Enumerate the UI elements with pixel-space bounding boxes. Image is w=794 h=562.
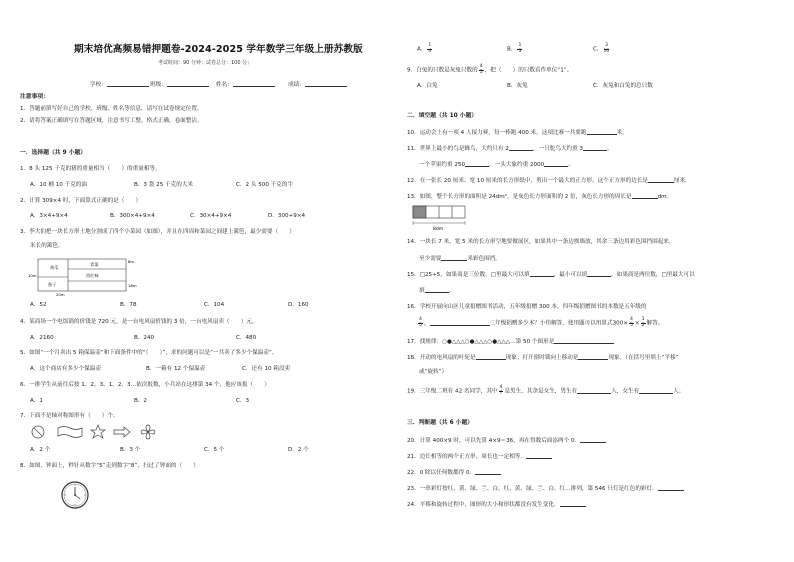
option[interactable]: C．30×4+9×4 — [190, 213, 232, 219]
answer-blank[interactable] — [430, 320, 490, 326]
option[interactable]: B．灰兔 — [507, 83, 528, 89]
page-title: 期末培优高频易错押题卷-2024-2025 学年数学三年级上册苏教版 — [74, 44, 363, 55]
option[interactable]: A．52 — [30, 302, 47, 308]
no-entry-icon — [32, 426, 44, 438]
option[interactable]: A．10 桶 10 千克的油 — [30, 182, 87, 188]
answer-blank[interactable] — [639, 388, 673, 394]
field-name[interactable]: 姓名： — [216, 81, 275, 89]
option[interactable]: A．2 个 — [30, 447, 51, 453]
answer-blank[interactable] — [587, 271, 611, 277]
answer-blank[interactable] — [425, 287, 449, 293]
option[interactable]: C．480 — [236, 335, 257, 341]
answer-blank[interactable] — [583, 145, 607, 151]
option[interactable]: C． $\frac{3}{10}$ — [593, 43, 610, 54]
question-stem: 4．某商场一个电饭锅的价钱是 720 元，是一台电风扇价钱的 3 倍，一台电风扇卖（ ）元。 — [20, 319, 258, 325]
option[interactable]: B． $\frac{1}{3}$ — [507, 43, 522, 54]
pinwheel-icon — [141, 425, 155, 439]
answer-blank[interactable] — [530, 271, 554, 277]
dimension-label: 20m — [56, 292, 65, 297]
notice-heading: 注意事项： — [20, 94, 49, 100]
question-stem: 8．如图，钟面上，秒针从数字“5”走到数字“8”，扫过了钟面的（ ） — [20, 463, 199, 469]
plot-label: 青菜 — [90, 262, 99, 267]
question-stem-cont: 一个苹果约重 250 ，一头大象约重 2000 。 — [419, 162, 574, 168]
question-stem: 22．0 除以任何数都得 0． — [407, 469, 501, 477]
star-icon — [91, 425, 105, 438]
question-stem: 15．□25÷5，如果商是三位数，□里最大可以填 ，最小可以填 。如果商是两位数，□里最大可以 — [407, 272, 695, 278]
garden-figure — [28, 255, 138, 297]
option[interactable]: C．还有 10 箱没卖 — [242, 366, 291, 372]
arrow-icon — [114, 427, 130, 437]
answer-blank[interactable] — [475, 469, 501, 475]
option[interactable]: C．5 个 — [204, 447, 225, 453]
dimension-label: 10m — [28, 273, 37, 278]
option[interactable]: C．2 头 500 千克的牛 — [236, 182, 294, 188]
question-stem: 6．一排学生从前往后按 1、2、3、1、2、3…依次报数，小兵站在这排第 34 个，他应该报（ ） — [20, 382, 270, 388]
question-stem: 19．三年级二班有 42 名同学，其中 $\frac{4}{7}$ 是男生，其余是女生，男生有 人，女生有 人。 — [407, 385, 685, 396]
question-stem: 2．计算 309×4 时，下面算式正确的是（ ） — [20, 198, 142, 204]
option[interactable]: A．这个商店有多少个保温壶 — [30, 366, 101, 372]
question-stem: 14．一块长 7 米，宽 5 米的长方形空地要做展区，如果其中一条边挨墙放，其余三条边用彩色围挡围起来， — [407, 239, 675, 245]
question-stem: 20．计算 400×9 时，可以先算 4×9＝36，再在得数后面添两个 0． — [407, 437, 606, 445]
field-school[interactable]: 学校： — [90, 81, 149, 89]
question-stem-cont: 填 。 — [419, 288, 455, 294]
answer-blank[interactable] — [544, 161, 568, 167]
option[interactable]: B．3 袋 25 千克的大米 — [134, 182, 194, 188]
answer-blank[interactable] — [658, 485, 684, 491]
answer-blank[interactable] — [441, 255, 467, 261]
option[interactable]: D．160 — [288, 302, 309, 308]
plot-label: 西红柿 — [86, 273, 99, 278]
answer-blank[interactable] — [476, 354, 506, 360]
option[interactable]: B．3 个 — [120, 447, 141, 453]
question-stem: 5．如图“一个月卖出 5 箱保温壶”和下面条件中的“（ ）”，求的问题可以是“一共卖了多少个保温壶”。 — [20, 350, 278, 356]
option[interactable]: B．2 — [134, 398, 147, 404]
section-heading: 一．选择题（共 9 小题） — [20, 150, 87, 156]
answer-blank[interactable] — [509, 145, 533, 151]
question-stem: 21．边长相等的两个正方形，周长也一定相等． — [407, 453, 552, 461]
field-class[interactable]: 班级： — [150, 81, 209, 89]
option[interactable]: D．2 个 — [288, 447, 309, 453]
answer-blank[interactable] — [578, 354, 608, 360]
symmetry-shapes — [30, 424, 180, 440]
question-stem: 17．找规律：○●△△△○●△△△○●△△△…第 50 个图形是 — [407, 338, 614, 346]
answer-blank[interactable] — [554, 338, 614, 344]
question-stem-cont: 米长的篱笆。 — [30, 243, 64, 249]
answer-blank[interactable] — [587, 129, 617, 135]
answer-blank[interactable] — [577, 388, 611, 394]
answer-blank[interactable] — [560, 501, 586, 507]
option[interactable]: A．1 — [30, 398, 43, 404]
section-heading: 二．填空题（共 10 小题） — [407, 113, 478, 119]
question-stem: 16．学校开展向山区儿童捐赠图书活动，五年级捐赠 300 本，四年级捐赠图书的本数是五年级的 — [407, 304, 647, 310]
rectangle-figure — [411, 204, 471, 230]
dimension-label: 8dm — [433, 227, 444, 232]
plot-label: 茄子 — [48, 282, 57, 287]
option[interactable]: C．灰兔和白兔的总只数 — [593, 83, 653, 89]
question-stem-cont: $\frac{4}{5}$ ， 三年级捐赠多少本？小伟解答，使用题可以用算式300× $\frac{4}{5}$ × $\frac{1}{2}$ 解答。 — [419, 317, 664, 328]
option[interactable]: B．一箱有 12 个保温壶 — [146, 366, 206, 372]
dimension-label: 8m — [128, 259, 135, 264]
answer-blank[interactable] — [465, 161, 489, 167]
answer-blank[interactable] — [648, 177, 674, 183]
plot-label: 黄瓜 — [50, 265, 59, 270]
question-stem-cont: 至少需要 米彩色围挡。 — [419, 256, 501, 262]
wave-flag-icon — [58, 427, 82, 438]
section-heading: 三．判断题（共 6 小题） — [407, 420, 474, 426]
option[interactable]: A．3×4+9×4 — [30, 213, 68, 219]
question-stem: 18．开动的电风扇的叶轮是 现象；打开窗时锁向上移动是 现象。（在括号里填上“平移” — [407, 355, 679, 361]
question-stem: 23．一串彩灯按红、黄、绿、兰、白、红、黄、绿、兰、白、红…排列，第 546 只灯是红色的彩灯． — [407, 485, 684, 493]
field-score[interactable]: 成绩： — [288, 81, 347, 89]
question-stem: 7．下面不是轴对称图形有（ ）个。 — [20, 413, 119, 419]
answer-blank[interactable] — [632, 193, 658, 199]
option[interactable]: A．2160 — [30, 335, 54, 341]
question-stem: 1．8 头 125 千克的猪的重量相当（ ）的重量相等。 — [20, 166, 161, 172]
question-stem: 13．如图，整个长方形的面积是 24dm²，是灰色长方形面积的 2 倍，灰色长方形的周长是 dm。 — [407, 194, 673, 200]
question-stem: 24．平移和旋转过程中，图形的大小和形状都没有发生变化． — [407, 501, 586, 509]
option[interactable]: A．白兔 — [417, 83, 438, 89]
option[interactable]: C．104 — [204, 302, 225, 308]
question-stem: 3．李大伯把一块长方形土地分割成了四个小菜园（如图），并且在四周和菜园之间建上篱笆，最少需要（ ） — [20, 229, 295, 235]
clock-icon — [60, 478, 90, 512]
option[interactable]: C．3 — [236, 398, 250, 404]
option[interactable]: D．300+9×4 — [268, 213, 306, 219]
dimension-label: 18m — [128, 283, 137, 288]
option[interactable]: B．300×4+9×4 — [110, 213, 155, 219]
right-column — [397, 0, 794, 562]
option[interactable]: B．240 — [134, 335, 155, 341]
answer-blank[interactable] — [580, 437, 606, 443]
question-stem: 10．运动会上有一项 4 人接力赛，每一棒跑 400 米，这项比赛一共要跑 米。 — [407, 130, 628, 136]
question-stem: 9．白兔的只数是灰兔只数的 $\frac{4}{5}$ ，把（ ）的只数看作单位“1”。 — [407, 64, 573, 75]
option[interactable]: A． $\frac{1}{4}$ — [417, 43, 432, 54]
notice-item: 1．答题前填写好自己的学校、班级、姓名等信息，请写在试卷规定位置。 — [20, 106, 203, 112]
exam-info: 考试时间：90 分钟；试卷总分：100 分； — [158, 60, 253, 66]
question-stem: 12．在一张长 20 厘米、宽 10 厘米的长方形纸中，剪出一个最大的正方形，这个正方形的边长是 厘米。 — [407, 178, 691, 184]
question-stem: 11．世界上最小的鸟是蜂鸟，大约只有 2 ，一只鸵鸟大约重 3 。 — [407, 146, 613, 152]
option[interactable]: B．78 — [120, 302, 137, 308]
answer-blank[interactable] — [526, 453, 552, 459]
notice-item: 2．请将答案正确填写在答题区域，注意书写工整，格式正确，卷面整洁。 — [20, 118, 203, 124]
question-stem-cont: 或“旋转”） — [419, 369, 448, 375]
